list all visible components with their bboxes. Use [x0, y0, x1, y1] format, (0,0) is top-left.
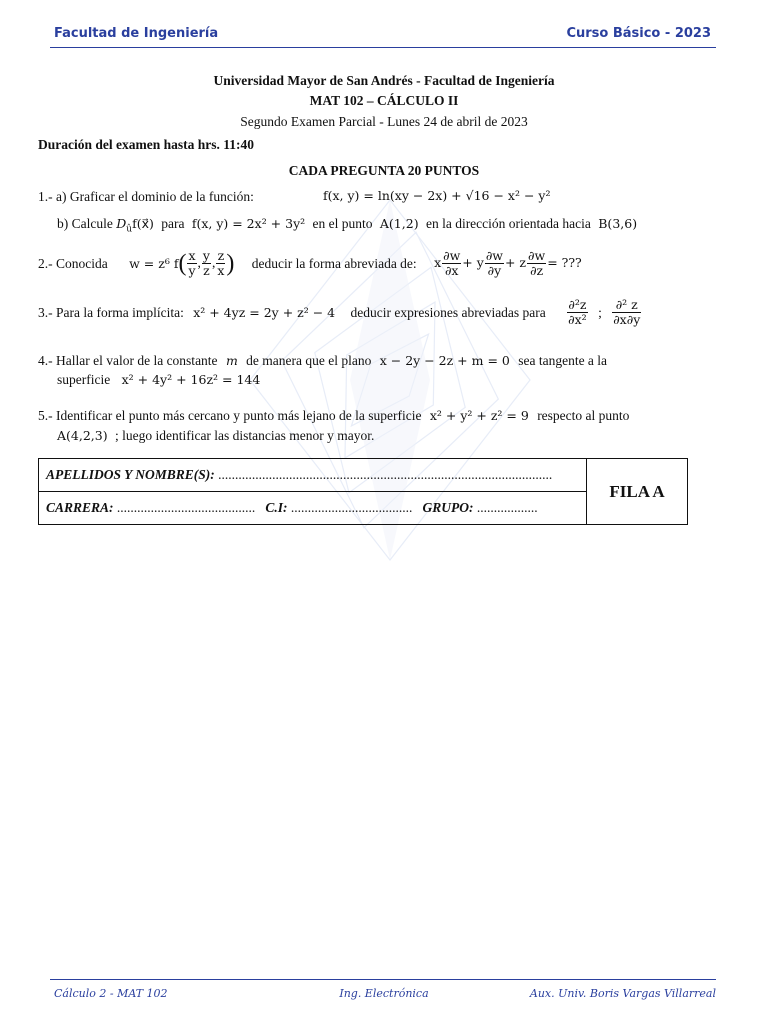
question-4-line-2: superficie x² + 4y² + 16z² = 144	[57, 372, 261, 387]
q4-plane-equation: x − 2y − 2z + m = 0	[379, 353, 510, 368]
footer-course: Cálculo 2 - MAT 102	[54, 987, 168, 1000]
q1b-point-a: A(1,2)	[379, 216, 419, 231]
q1b-function: f(x, y) = 2x² + 3y²	[191, 216, 306, 231]
question-1b: b) Calcule $D_ûf(x⃗)$ para f(x, y) = 2x² + 3y² en el punto A(1,2) en la dirección orientada hacia B(3,6)	[57, 216, 638, 235]
question-5-line-1: 5.- Identificar el punto más cercano y punto más lejano de la superficie x² + y² + z² = 9 respecto al punto	[38, 408, 630, 423]
q1b-point-b: B(3,6)	[598, 216, 638, 231]
q3-second-partial-xx: $\frac{\text{∂²z}}{\text{∂x²}}$	[568, 297, 587, 328]
fila-label: FILA A	[587, 459, 688, 525]
question-5-line-2: A(4,2,3) ; luego identificar las distancias menor y mayor.	[57, 428, 375, 443]
university-title: Universidad Mayor de San Andrés - Facultad de Ingeniería	[213, 73, 555, 88]
q5-point: A(4,2,3)	[57, 428, 108, 443]
header-rule	[50, 47, 716, 48]
q5-surface-equation: x² + y² + z² = 9	[429, 408, 529, 423]
footer-rule	[50, 979, 716, 980]
exam-subtitle: Segundo Examen Parcial - Lunes 24 de abril de 2023	[240, 114, 528, 129]
course-title: MAT 102 – CÁLCULO II	[309, 93, 459, 108]
question-4-line-1: 4.- Hallar el valor de la constante m de manera que el plano x − 2y − 2z + m = 0 sea tangente a la	[38, 353, 608, 368]
q1b-label: b) Calcule	[57, 216, 113, 231]
q4-surface-equation: x² + 4y² + 16z² = 144	[121, 372, 261, 387]
question-1a-text: 1.- a) Graficar el dominio de la función:	[38, 189, 254, 204]
q3-second-partial-xy: $\frac{\text{∂² z}}{\partial x\partial y}$	[613, 297, 641, 328]
q3-implicit-equation: x² + 4yz = 2y + z² − 4	[193, 305, 336, 321]
question-2: 2.- Conocida w = z⁶ f( $\frac{x}{y}$ , $\frac{y}{z}$ , $\frac{z}{x}$ ) deducir la forma abreviada de: x $\frac{\partial w}{\partial x}$ + y $\frac{\partial w}{\partial y}$ + z $\frac{\partial w}{\partial z}$ = ???	[38, 248, 582, 279]
footer-author: Aux. Univ. Boris Vargas Villarreal	[529, 987, 716, 1000]
header-faculty: Facultad de Ingeniería	[54, 26, 219, 41]
exam-duration: Duración del examen hasta hrs. 11:40	[38, 137, 254, 152]
q2-w-expression: w = z⁶ f	[129, 256, 179, 272]
question-3: 3.- Para la forma implícita: x² + 4yz = 2y + z² − 4 deducir expresiones abreviadas para $\frac{\text{∂²z}}{\text{∂x²}}$ ; $\frac{\text{∂² z}}{\partial x\partial y}$	[38, 297, 641, 328]
names-field[interactable]: APELLIDOS Y NOMBRE(S): ...................................................................................................	[39, 459, 587, 492]
points-note: CADA PREGUNTA 20 PUNTOS	[288, 163, 480, 178]
q2-partial-sum: x $\frac{\partial w}{\partial x}$ + y $\frac{\partial w}{\partial y}$ + z $\frac{\partial w}{\partial z}$ = ???	[434, 248, 582, 279]
header-course-year: Curso Básico - 2023	[566, 26, 711, 41]
question-1a-function: f(x, y) = ln(xy − 2x) + √16 − x² − y²	[323, 188, 551, 203]
footer-career: Ing. Electrónica	[339, 987, 429, 1000]
career-ci-group-fields[interactable]: CARRERA: ......................................... C.I: .................................... GRUPO: ..................	[39, 492, 587, 525]
q1b-directional-derivative: $D_ûf(x⃗)$	[116, 216, 154, 235]
student-info-box	[38, 458, 688, 525]
